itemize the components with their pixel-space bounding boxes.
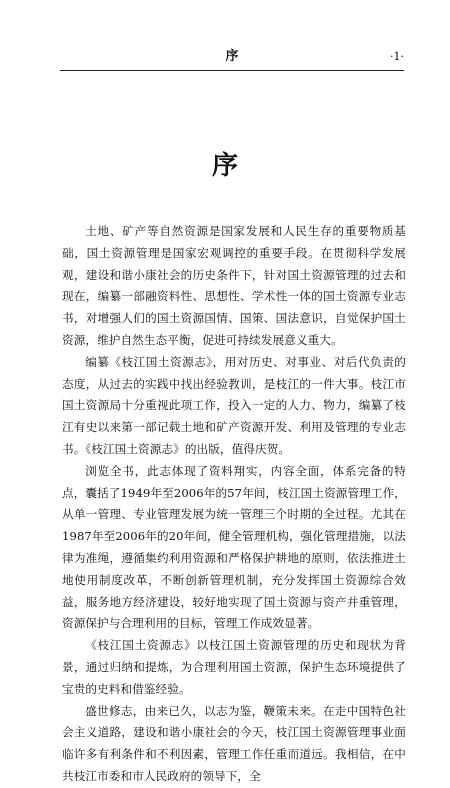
- paragraph: 盛世修志，由来已久，以志为鉴，鞭策未来。在走中国特色社会主义道路，建设和谐小康社会的今天，枝江国土资源管理事业面临许多有利条件和不利因素，管理工作任重而道远。我相信，在中共枝江市委和市人民政府的领导下，全: [62, 703, 406, 783]
- paragraph: 土地、矿产等自然资源是国家发展和人民生存的重要物质基础，国土资源管理是国家宏观调控的重要手段。在贯彻科学发展观，建设和谐小康社会的历史条件下，针对国土资源管理的过去和现在，编纂一部融资料性、思想性、学术性一体的国土资源专业志书，对增强人们的国土资源国情、国策、国法意识，自觉保护国土资源，维护自然生态平衡，促进可持续发展意义重大。: [62, 224, 406, 347]
- running-title: 序: [225, 49, 239, 64]
- paragraph: 编纂《枝江国土资源志》，用对历史、对事业、对后代负责的态度，从过去的实践中找出经验教训，是枝江的一件大事。枝江市国土资源局十分重视此项工作，投入一定的人力、物力，编纂了枝江有史以来第一部记载土地和矿产资源开发、利用及管理的专业志书。《枝江国土资源志》的出版，值得庆贺。: [62, 354, 406, 456]
- paragraph: 浏览全书，此志体现了资料翔实，内容全面，体系完备的特点，囊括了1949年至2006年的57年间，枝江国土资源管理工作，从单一管理、专业管理发展为统一管理三个时期的全过程。尤其在1987年至2006年的20年间，健全管理机构，强化管理措施，以法律为准绳，遵循集约利用资源和严格保护耕地的原则，依法推进土地使用制度改革，不断创新管理机制，充分发挥国土资源综合效益，服务地方经济建设，较好地实现了国土资源与资产并重管理，资源保护与合理利用的目标，管理工作成效显著。: [62, 463, 406, 631]
- running-header: [60, 48, 404, 68]
- body-text: [62, 221, 406, 788]
- page-number: ·1·: [390, 50, 404, 63]
- chapter-title: 序: [211, 151, 238, 181]
- header-rule: [60, 70, 404, 71]
- paragraph: 《枝江国土资源志》以枝江国土资源管理的历史和现状为背景，通过归纳和提炼，为合理利用国土资源，保护生态环境提供了宝贵的史料和借鉴经验。: [62, 638, 406, 696]
